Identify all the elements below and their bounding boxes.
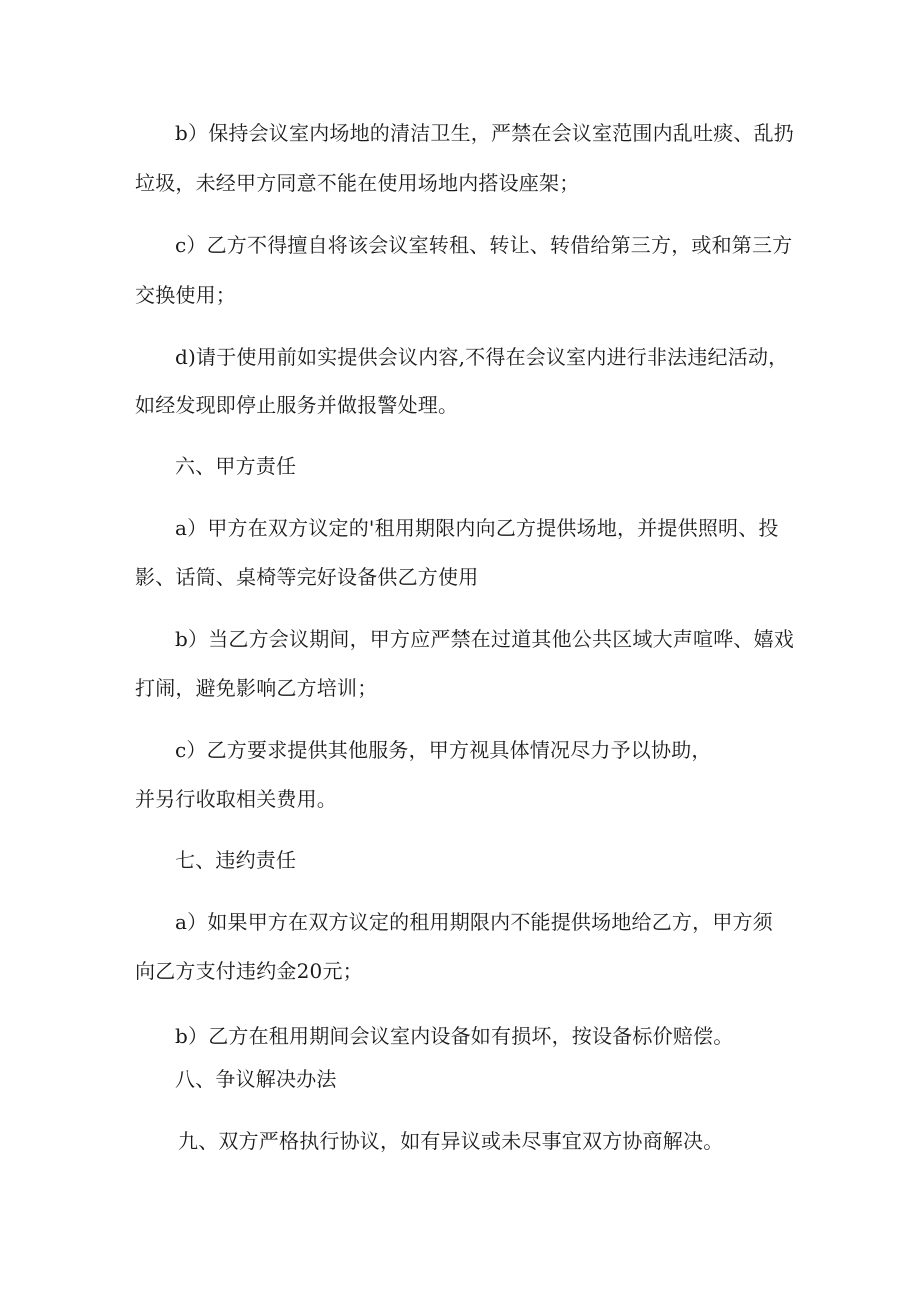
text-line: a）如果甲方在双方议定的租用期限内不能提供场地给乙方，甲方须: [175, 910, 773, 934]
section-9-heading: 九、双方严格执行协议，如有异议或未尽事宜双方协商解决。: [178, 1129, 724, 1153]
text-line: 垃圾，未经甲方同意不能在使用场地内搭设座架；: [135, 171, 580, 195]
text-line: 如经发现即停止服务并做报警处理。: [135, 393, 459, 417]
text-line: b）保持会议室内场地的清洁卫生，严禁在会议室范围内乱吐痰、乱扔: [175, 121, 795, 145]
section-7-heading: 七、违约责任: [175, 848, 297, 872]
text-line: d)请于使用前如实提供会议内容,不得在会议室内进行非法违纪活动，: [175, 345, 789, 369]
text-line: c）乙方不得擅自将该会议室转租、转让、转借给第三方，或和第三方: [175, 233, 793, 257]
text-line: 影、话筒、桌椅等完好设备供乙方使用: [135, 565, 479, 589]
text-line: a）甲方在双方议定的'租用期限内向乙方提供场地，并提供照明、投: [175, 516, 779, 540]
text-line: 交换使用；: [135, 283, 236, 307]
section-8-heading: 八、争议解决办法: [175, 1067, 337, 1091]
text-line: 向乙方支付违约金20元；: [135, 959, 363, 983]
text-line: 并另行收取相关费用。: [135, 787, 337, 811]
text-line: b）当乙方会议期间，甲方应严禁在过道其他公共区域大声喧哗、嬉戏: [175, 627, 795, 651]
text-line: c）乙方要求提供其他服务，甲方视具体情况尽力予以协助，: [175, 738, 712, 762]
text-line: b）乙方在租用期间会议室内设备如有损坏，按设备标价赔偿。: [175, 1024, 734, 1048]
text-line: 打闹，避免影响乙方培训；: [135, 676, 378, 700]
section-6-heading: 六、甲方责任: [175, 454, 297, 478]
